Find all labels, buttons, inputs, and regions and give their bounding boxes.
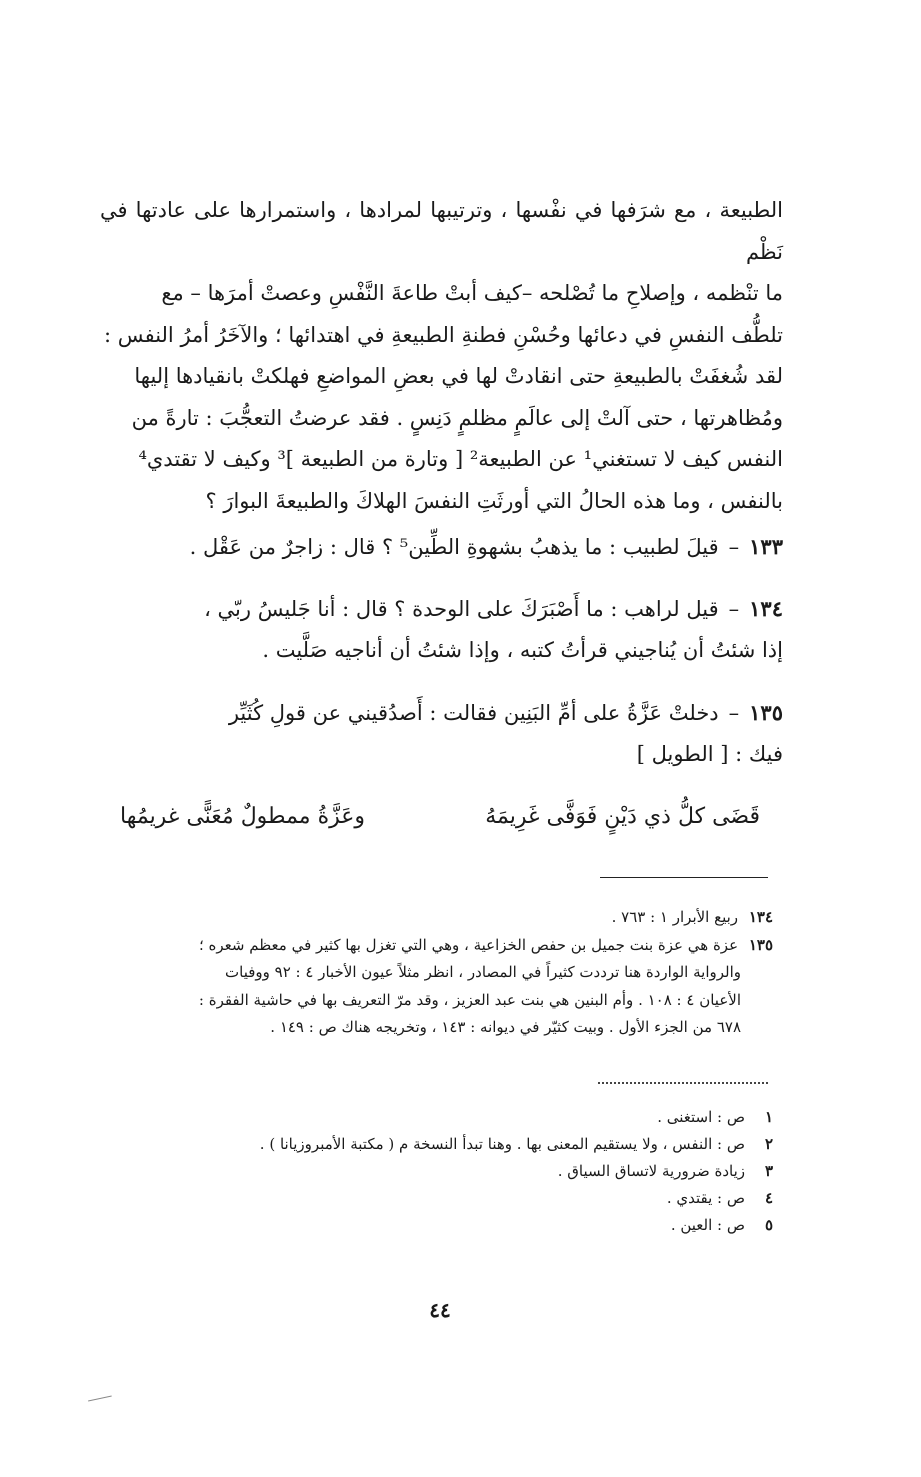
- paragraph-line: الطبيعة ، مع شرَفها في نفْسها ، وترتيبها لمرادها ، واستمرارها على عادتها في نَظْم: [100, 198, 783, 264]
- poetry-verse: [120, 797, 760, 837]
- footnote-number: ٣: [764, 1162, 773, 1180]
- footnote-number: ٤: [764, 1189, 773, 1207]
- paragraph-line: النفس كيف لا تستغني¹ عن الطبيعة² [ وتارة من الطبيعة ]³ وكيف لا تقتدي⁴: [138, 447, 783, 471]
- entry-134: [100, 588, 783, 671]
- page-number: ٤٤: [429, 1298, 451, 1322]
- source-note-text: ربيع الأبرار ١ : ٧٦٣ .: [611, 908, 739, 926]
- source-note-line: ٦٧٨ من الجزء الأول . وبيت كثيّر في ديوانه : ١٤٣ ، وتخريجه هناك ص : ١٤٩ .: [270, 1018, 741, 1036]
- footnote-separator: [600, 877, 768, 878]
- paragraph-line: تلطُّف النفسِ في دعائها وحُسْنِ فطنةِ الطبيعةِ في اهتدائها ؛ والآخَرُ أمرُ النفس :: [104, 322, 783, 347]
- source-note-text: عزة هي عزة بنت جميل بن حفص الخزاعية ، وهي التي تغزل بها كثير في معظم شعره ؛: [199, 935, 739, 954]
- dotted-separator: [598, 1082, 768, 1084]
- entry-line: [100, 588, 783, 630]
- entry-dash: –: [728, 597, 740, 621]
- entry-line: إذا شئتُ أن يُناجيني قرأتُ كتبه ، وإذا شئتُ أن أناجيه صَلَّيت .: [262, 638, 783, 662]
- entry-number: ١٣٤: [749, 596, 783, 621]
- footnote: [110, 1212, 773, 1239]
- entry-dash: –: [728, 535, 740, 559]
- entry-133: [100, 526, 783, 568]
- entry-line: فيك : [ الطويل ]: [636, 742, 783, 766]
- footnote: [110, 1185, 773, 1212]
- verse-second-hemistich: وعَزَّةُ ممطولٌ مُعَنًّى غريمُها: [120, 804, 365, 829]
- entry-text: قيل لراهب : ما أَصْبَرَكَ على الوحدة ؟ قال : أنا جَليسُ ربّي ،: [204, 597, 719, 621]
- source-note-number: ١٣٥: [748, 935, 773, 954]
- paragraph-line: بالنفس ، وما هذه الحالُ التي أورثَتِ النفسَ الهلاكَ والطبيعةَ البوارَ ؟: [205, 488, 783, 513]
- source-note: [110, 932, 773, 960]
- scan-mark: [88, 1396, 112, 1403]
- entry-number: ١٣٥: [749, 700, 783, 725]
- footnote-text: ص : يقتدي .: [666, 1189, 745, 1207]
- verse-first-hemistich: قَضَى كلُّ ذي دَيْنٍ فَوَفَّى غَرِيمَهُ: [485, 804, 760, 829]
- source-notes: [110, 904, 773, 1042]
- footnote-number: ٥: [764, 1216, 773, 1234]
- entry-line: [100, 692, 783, 734]
- source-note-line: الأعيان ٤ : ١٠٨ . وأم البنين هي بنت عبد العزيز ، وقد مرّ التعريف بها في حاشية الفقرة :: [198, 990, 741, 1009]
- entry-line: [100, 526, 783, 568]
- variant-footnotes: [110, 1104, 773, 1239]
- paragraph-line: ما تنْظمه ، وإصلاحِ ما تُصْلحه –كيف أبتْ طاعةَ النَّفْسِ وعصتْ أمرَها – مع: [161, 281, 783, 305]
- entry-text: دخلتْ عَزَّةُ على أمِّ البَنِين فقالت : أَصدُقيني عن قولِ كُثَيِّر: [228, 701, 719, 725]
- source-note: [110, 904, 773, 932]
- footnote-number: ٢: [764, 1135, 773, 1153]
- entry-dash: –: [728, 701, 740, 725]
- footnote: [110, 1158, 773, 1185]
- footnote-text: ص : النفس ، ولا يستقيم المعنى بها . وهنا تبدأ النسخة م ( مكتبة الأمبروزيانا ) .: [259, 1135, 745, 1153]
- source-note-line: والرواية الواردة هنا ترددت كثيراً في المصادر ، انظر مثلاً عيون الأخبار ٤ : ٩٢ ووفيات: [225, 963, 741, 981]
- entry-135: [100, 692, 783, 775]
- paragraph-line: ومُظاهرتها ، حتى آلتْ إلى عالَمٍ مظلمٍ دَنِسٍ . فقد عرضتُ التعجُّبَ : تارةً من: [131, 405, 783, 430]
- footnote-text: ص : العين .: [670, 1216, 745, 1234]
- source-note-number: ١٣٤: [748, 908, 773, 926]
- footnote: [110, 1131, 773, 1158]
- footnote: [110, 1104, 773, 1131]
- footnote-number: ١: [764, 1108, 773, 1126]
- footnote-text: ص : استغنى .: [657, 1108, 745, 1126]
- entry-number: ١٣٣: [749, 534, 783, 559]
- paragraph-line: لقد شُغفَتْ بالطبيعةِ حتى انقادتْ لها في بعضِ المواضعِ فهلكتْ بانقيادها إليها: [134, 364, 783, 388]
- main-paragraph: [100, 190, 783, 522]
- footnote-text: زيادة ضرورية لاتساق السياق .: [557, 1162, 745, 1180]
- entry-text: قيلَ لطبيب : ما يذهبُ بشهوةِ الطِّين⁵ ؟ قال : زاجرٌ من عَقْل .: [189, 535, 719, 559]
